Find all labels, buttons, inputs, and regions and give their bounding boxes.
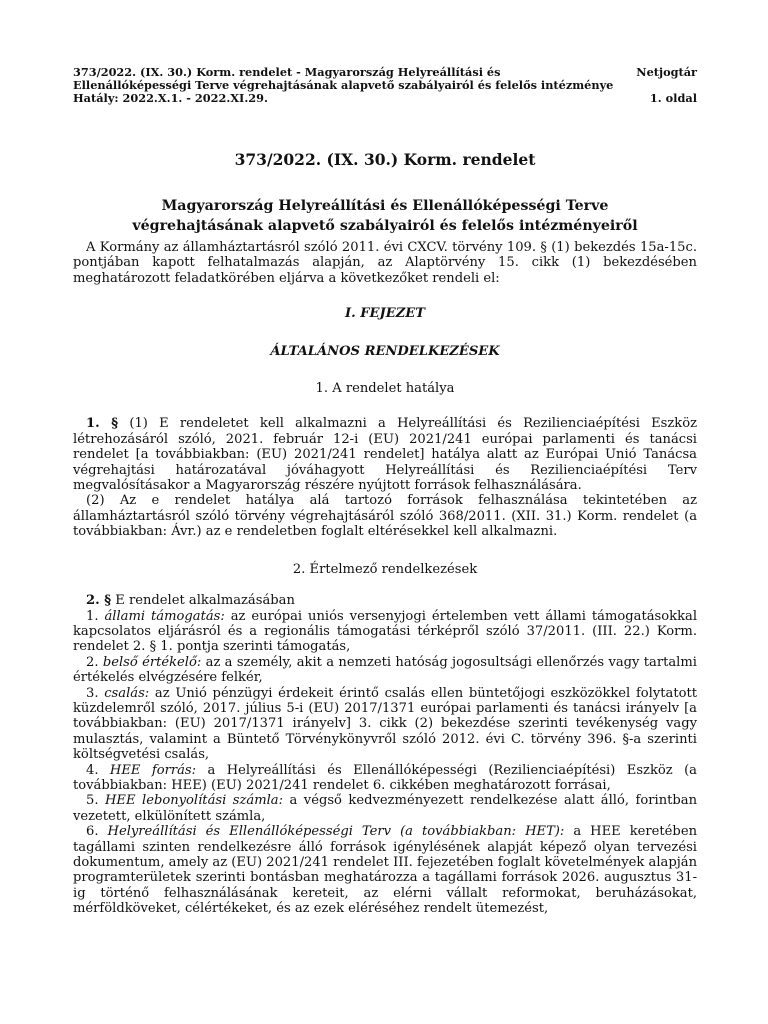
definition-item [73,793,697,824]
definition-text: az európai uniós versenyjogi értelemben vett állami támogatásokkal kapcsolatos eljárásról és a regionális támogatási térképről szóló 37/2011. (III. 22.) Korm. rendelet 2. § 1. pontja szerinti támogatás, [73,608,698,655]
paragraph-1-2: (2) Az e rendelet hatálya alá tartozó források felhasználása tekintetében az államháztartásról szóló törvény végrehajtásáról szóló 368/2011. (XII. 31.) Korm. rendelet (a továbbiakban: Ávr.) az e rendeletben foglalt eltérésekkel kell alkalmazni. [73,493,697,540]
paragraph-2 [73,593,697,608]
definition-item [73,655,697,686]
paragraph-sign: 1. § [86,416,119,432]
definition-number: 1. [86,608,99,624]
definition-term: csalás: [104,685,150,701]
document-body [73,240,697,917]
section-heading-1: 1. A rendelet hatálya [315,381,455,397]
definition-term: állami támogatás: [104,608,225,624]
header-title-line2: Ellenállóképességi Terve végrehajtásának alapvető szabályairól és felelős intézménye [73,78,614,92]
definition-term: Helyreállítási és Ellenállóképességi Terv (a továbbiakban: HET): [107,824,565,840]
page-header [73,66,697,105]
paragraph-sign: 2. § [86,593,112,609]
definition-text: az Unió pénzügyi érdekeit érintő csalás ellen büntetőjogi eszközökkel folytatott küzdelemről szóló, 2017. július 5-i (EU) 2017/1371 európai parlamenti és tanácsi irányelv [a továbbiakban: (EU) 2017/1371 irányelv] 3. cikk (2) bekezdése szerinti tevékenység vagy mulasztás, valamint a Büntető Törvénykönyvről szóló 2012. évi C. törvény 396. §-a szerinti költségvetési csalás, [73,685,698,763]
subtitle-line1: Magyarország Helyreállítási és Ellenállóképességi Terve [161,198,609,214]
chapter-heading: I. FEJEZET [345,306,425,322]
definition-term: HEE lebonyolítási számla: [105,793,284,809]
definition-number: 5. [86,793,99,809]
subtitle-line2: végrehajtásának alapvető szabályairól és felelős intézményeiről [132,218,638,234]
header-validity: Hatály: 2022.X.1. - 2022.XI.29. [73,91,268,105]
definition-term: HEE forrás: [109,762,197,778]
definition-number: 4. [86,762,99,778]
header-title-line1: 373/2022. (IX. 30.) Korm. rendelet - Magyarország Helyreállítási és [73,65,501,79]
definition-text: a végső kedvezményezett rendelkezése alatt álló, forintban vezetett, elkülönített számla, [73,793,698,824]
definition-number: 2. [86,654,99,670]
definition-text: a Helyreállítási és Ellenállóképességi (Rezilienciaépítési) Eszköz (a továbbiakban: HEE) (EU) 2021/241 rendelet 6. cikkében meghatározott forrásai, [73,762,697,793]
chapter-title: ÁLTALÁNOS RENDELKEZÉSEK [270,343,500,359]
definition-item [73,824,697,916]
definition-number: 6. [86,824,99,840]
preamble: A Kormány az államháztartásról szóló 2011. évi CXCV. törvény 109. § (1) bekezdés 15a-15c. pontjában kapott felhatalmazás alapján, az Alaptörvény 15. cikk (1) bekezdésében meghatározott feladatkörében eljárva a következőket rendeli el: [73,240,697,286]
document-subtitle [73,196,697,236]
paragraph-1 [73,416,697,493]
section-heading-2: 2. Értelmező rendelkezések [292,561,478,577]
definition-text: az a személy, akit a nemzeti hatóság jogosultsági ellenőrzés vagy tartalmi értékelés elvégzésére felkér, [73,654,697,686]
definition-text: a HEE keretében tagállami szinten rendelkezésre álló források igénylésének alapját képező olyan tervezési dokumentum, amely az (EU) 2021/241 rendelet III. fejezetében foglalt követelmények alapján programterületek szerinti bontásban meghatározza a tagállami források 2026. augusztus 31-ig történő felhasználásának kereteit, az elérni vállalt reformokat, beruházásokat, mérföldköveket, célértékeket, és az ezek eléréséhez rendelt ütemezést, [73,824,697,917]
header-page-number: 1. oldal [649,91,697,105]
paragraph-text: (1) E rendeletet kell alkalmazni a Helyreállítási és Rezilienciaépítési Eszköz létrehozásáról szóló, 2021. február 12-i (EU) 2021/241 európai parlamenti és tanácsi rendelet [a továbbiakban: (EU) 2021/241 rendelet] hatálya alatt az Európai Unió Tanácsa végrehajtási határozatával jóváhagyott Helyreállítási és Rezilienciaépítési Terv megvalósításakor a Magyarország részére nyújtott források felhasználására. [73,416,697,494]
definition-item [73,609,697,655]
paragraph-text: E rendelet alkalmazásában [111,593,295,609]
definition-item [73,686,697,763]
definition-number: 3. [86,685,99,701]
definition-term: belső értékelő: [102,654,202,670]
header-source: Netjogtár [636,65,697,79]
document-title: 373/2022. (IX. 30.) Korm. rendelet [234,150,536,169]
definition-item [73,763,697,794]
